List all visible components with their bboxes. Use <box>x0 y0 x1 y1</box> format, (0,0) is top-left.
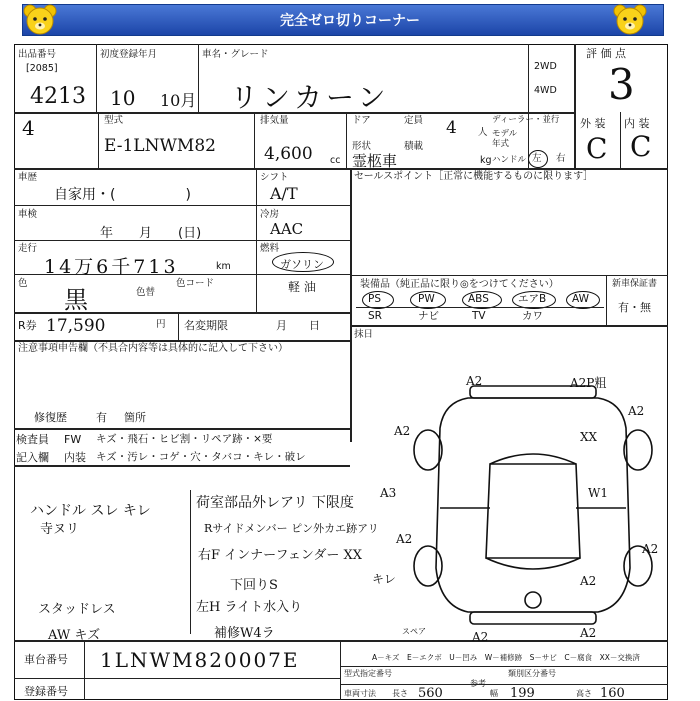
color-change-label: 色替 <box>136 287 156 298</box>
damage-mark: A2 <box>472 630 489 644</box>
note-line: 下回りS <box>230 578 278 593</box>
equip-airbag: エアB <box>518 293 547 305</box>
handle-left: 左 <box>532 153 542 164</box>
bear-mascot-icon <box>22 3 58 35</box>
damage-mark: A2 <box>396 532 413 546</box>
first-registration-year: 10 <box>110 86 136 110</box>
model-year-label: モデル <box>492 129 518 139</box>
spare-tire <box>525 592 541 608</box>
equip-tv: TV <box>472 310 486 322</box>
damage-mark: A2P粗 <box>570 376 607 390</box>
displacement-value: 4,600 <box>264 144 313 164</box>
model-label: 型式 <box>104 115 124 126</box>
warranty-value: 有・無 <box>618 301 651 314</box>
damage-legend: A－キズ E－エクボ U－凹み W－補修跡 S－サビ C－腐食 XX－交換済 <box>372 653 640 662</box>
class-number-label: 類別区分番号 <box>508 669 556 678</box>
lot-number-label: 出品番号 <box>18 49 57 60</box>
capacity-label: 定員 <box>404 115 424 126</box>
rename-value: 月 日 <box>276 319 320 332</box>
dimensions-label: 車両寸法 <box>344 689 376 698</box>
mileage-unit: km <box>216 261 231 272</box>
shift-value: A/T <box>270 184 298 203</box>
door-label: ドア <box>352 115 371 126</box>
interior-check-label: 内装 <box>64 451 86 464</box>
repair-value: 有 <box>96 411 107 424</box>
grade-value: 3 <box>608 60 635 109</box>
fuel-gas: ガソリン <box>280 258 324 271</box>
sales-point-label: セールスポイント［正常に機能するものに限ります］ <box>354 171 594 182</box>
model-year-sub: 年式 <box>492 139 510 149</box>
recycle-value: 17,590 <box>46 316 106 336</box>
wheel-fr <box>624 430 652 470</box>
capacity-unit: 人 <box>478 127 488 138</box>
equip-abs: ABS <box>468 293 489 305</box>
damage-mark: XX <box>580 430 598 444</box>
damage-mark: A2 <box>466 374 483 388</box>
first-registration-month: 10月 <box>160 91 197 110</box>
car-roof-outline <box>486 464 580 558</box>
damage-mark: スペア <box>402 627 426 636</box>
inspection-label: 車検 <box>18 209 38 220</box>
recycle-unit: 円 <box>156 319 166 330</box>
damage-mark: A2 <box>580 626 597 640</box>
height-value: 160 <box>600 686 625 701</box>
mileage-value: 14万6千713 <box>44 256 179 278</box>
drive-4wd: 4WD <box>534 85 557 96</box>
car-name-label: 車名・グレード <box>202 49 269 60</box>
cooling-value: AAC <box>270 220 304 238</box>
mileage-label: 走行 <box>18 243 38 254</box>
history-label: 車歴 <box>18 172 38 183</box>
chassis-label: 車台番号 <box>24 653 68 666</box>
wheel-fl <box>414 430 442 470</box>
note-line: ハンドル スレ キレ <box>30 503 151 519</box>
note-line: スタッドレス <box>38 602 116 617</box>
equip-aw: AW <box>572 293 589 305</box>
shape-label: 形状 <box>352 141 372 152</box>
notes-label: 注意事項申告欄（不具合内容等は具体的に記入して下さい） <box>18 343 288 354</box>
color-label: 色 <box>18 278 28 289</box>
car-body-outline <box>436 398 630 612</box>
interior-check-items: キズ・汚レ・コゲ・穴・タバコ・キレ・破レ <box>96 451 306 463</box>
rear-bumper <box>470 612 596 624</box>
recycle-label: R券 <box>18 319 37 332</box>
note-line: AW キズ <box>48 628 101 643</box>
left-mark: 4 <box>22 116 35 140</box>
note-line: 補修W4ラ <box>214 626 275 641</box>
exterior-grade: C <box>586 132 608 165</box>
fuel-label: 燃料 <box>260 243 280 254</box>
damage-mark: A2 <box>394 424 411 438</box>
damage-mark: A2 <box>642 542 659 556</box>
fw-items: キズ・飛石・ヒビ割・リペア跡・×要 <box>96 433 273 445</box>
width-label: 幅 <box>490 689 498 698</box>
repair-label: 修復歴 <box>34 411 67 424</box>
spec-number-label: 型式指定番号 <box>344 669 392 678</box>
exterior-label: 外 装 <box>580 117 606 130</box>
displacement-label: 排気量 <box>260 115 289 126</box>
cooling-label: 冷房 <box>260 209 280 220</box>
length-label: 長さ <box>392 689 408 698</box>
payload-unit: kg <box>480 155 492 166</box>
model-code: E-1LNWM82 <box>104 136 216 156</box>
rename-label: 名変期限 <box>184 319 228 332</box>
drive-2wd: 2WD <box>534 61 557 72</box>
height-label: 高さ <box>576 689 592 698</box>
damage-mark: キレ <box>372 572 396 586</box>
title-text: 完全ゼロ切りコーナー <box>280 13 420 29</box>
fw-label: FW <box>64 433 82 446</box>
note-line: 寺ヌリ <box>40 522 80 537</box>
payload-label: 積載 <box>404 141 424 152</box>
note-line: 左H ライト水入り <box>196 600 303 615</box>
displacement-unit: cc <box>330 155 341 166</box>
damage-mark: A2 <box>628 404 645 418</box>
equip-ps: PS <box>368 293 381 305</box>
car-name: リンカーン <box>230 81 390 114</box>
inspection-value: 年 月 (日) <box>100 226 202 241</box>
equipment-label: 装備品（純正品に限り◎をつけてください） <box>360 279 559 290</box>
damage-mark: W1 <box>588 486 608 500</box>
bear-mascot-icon <box>612 3 648 35</box>
width-value: 199 <box>510 686 535 701</box>
body-shape: 霊柩車 <box>352 152 398 170</box>
wheel-rl <box>414 546 442 586</box>
registration-number-label: 登録番号 <box>24 685 68 698</box>
note-line: 荷室部品外レアリ 下限度 <box>196 495 354 511</box>
grade-label: 評 価 点 <box>586 47 626 60</box>
fuel-diesel: 軽 油 <box>288 280 316 294</box>
handle-label: ハンドル <box>492 155 527 165</box>
note-line: Rサイドメンバー ピン外カエ跡アリ <box>204 522 379 535</box>
capacity-value: 4 <box>446 118 457 138</box>
dealer-label: ディーラー・並行 <box>492 115 560 125</box>
interior-label: 内 装 <box>624 117 650 130</box>
repair-area: 箇所 <box>124 411 146 424</box>
note-line: 右F インナーフェンダー XX <box>198 548 362 563</box>
color-code-label: 色コード <box>176 278 215 289</box>
equip-navi: ナビ <box>418 310 439 322</box>
inspector-label: 検査員 <box>16 433 49 446</box>
length-value: 560 <box>418 686 443 701</box>
first-registration-label: 初度登録年月 <box>100 49 158 60</box>
equip-sr: SR <box>368 310 382 322</box>
lot-sub-label: [2085] <box>26 63 58 74</box>
handle-right: 右 <box>556 153 566 164</box>
chassis-number: 1LNWM820007E <box>100 648 300 672</box>
damage-mark: A2 <box>580 574 597 588</box>
interior-grade: C <box>630 130 652 163</box>
equip-pw: PW <box>418 293 435 305</box>
warranty-label: 新車保証書 <box>612 279 658 289</box>
entry-label: 記入欄 <box>16 451 49 464</box>
equip-leather: カワ <box>522 310 543 322</box>
fuel-gas-circle <box>272 252 334 272</box>
history-value: 自家用・( ) <box>54 187 191 203</box>
reg-date-label: 抹日 <box>354 329 374 340</box>
damage-mark: A3 <box>380 486 397 500</box>
lot-number: 4213 <box>30 84 86 109</box>
shift-label: シフト <box>260 172 289 183</box>
color-value: 黒 <box>64 286 88 314</box>
